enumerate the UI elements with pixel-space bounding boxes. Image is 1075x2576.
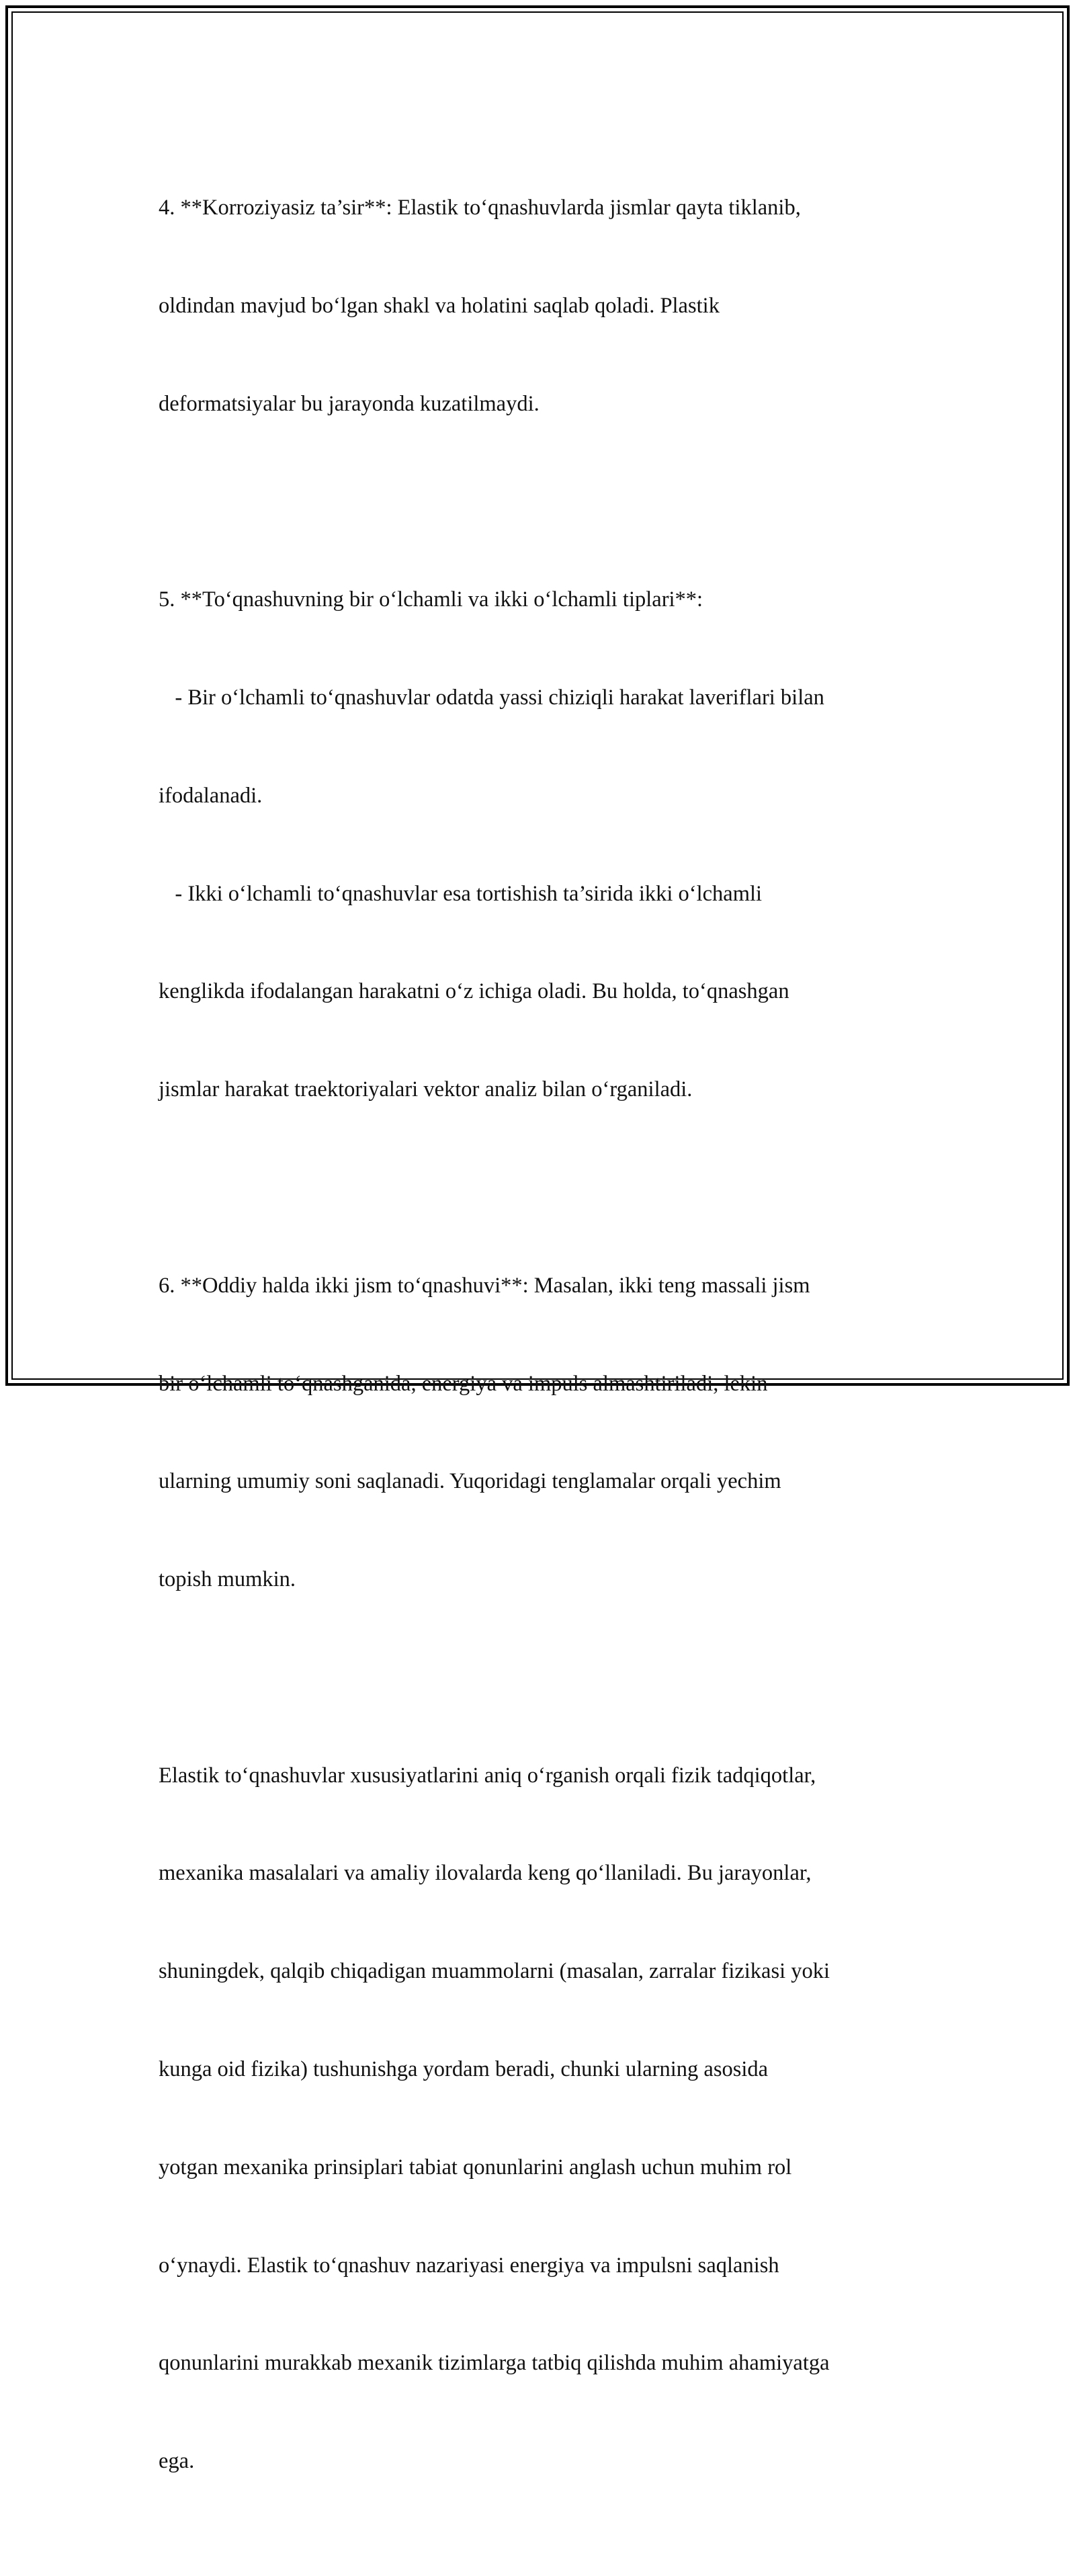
text-line: jismlar harakat traektoriyalari vektor analiz bilan o‘rganiladi. <box>159 1077 693 1102</box>
text-line: ega. <box>159 2449 195 2474</box>
document-body <box>159 126 924 2576</box>
text-line: qonunlarini murakkab mexanik tizimlarga tatbiq qilishda muhim ahamiyatga <box>159 2351 830 2376</box>
text-line: kunga oid fizika) tushunishga yordam beradi, chunki ularning asosida <box>159 2057 769 2082</box>
text-line: - Bir o‘lchamli to‘qnashuvlar odatda yassi chiziqli harakat laveriflari bilan <box>159 685 824 710</box>
text-line: Elastik to‘qnashuvlar xususiyatlarini aniq o‘rganish orqali fizik tadqiqotlar, <box>159 1763 816 1788</box>
paragraph-item-6 <box>159 1204 924 1661</box>
text-line: mexanika masalalari va amaliy ilovalarda keng qo‘llaniladi. Bu jarayonlar, <box>159 1861 812 1886</box>
text-line: ifodalanadi. <box>159 783 263 808</box>
paragraph-conclusion <box>159 1694 924 2543</box>
text-line: kenglikda ifodalangan harakatni o‘z ichiga oladi. Bu holda, to‘qnashgan <box>159 979 789 1004</box>
text-line: deformatsiyalar bu jarayonda kuzatilmaydi. <box>159 391 540 416</box>
text-line: - Ikki o‘lchamli to‘qnashuvlar esa tortishish ta’sirida ikki o‘lchamli <box>159 881 763 906</box>
text-line: ularning umumiy soni saqlanadi. Yuqoridagi tenglamalar orqali yechim <box>159 1469 781 1494</box>
text-line: bir o‘lchamli to‘qnashganida, energiya va impuls almashtiriladi, lekin <box>159 1371 768 1396</box>
text-line: oldindan mavjud bo‘lgan shakl va holatini saqlab qoladi. Plastik <box>159 293 720 318</box>
text-line: 4. **Korroziyasiz ta’sir**: Elastik to‘qnashuvlarda jismlar qayta tiklanib, <box>159 196 801 220</box>
text-line: yotgan mexanika prinsiplari tabiat qonunlarini anglash uchun muhim rol <box>159 2155 792 2179</box>
paragraph-item-5 <box>159 518 924 1171</box>
text-line: 6. **Oddiy halda ikki jism to‘qnashuvi**: Masalan, ikki teng massali jism <box>159 1273 810 1298</box>
text-line: o‘ynaydi. Elastik to‘qnashuv nazariyasi energiya va impulsni saqlanish <box>159 2253 779 2278</box>
text-line: topish mumkin. <box>159 1567 296 1592</box>
text-line: 5. **To‘qnashuvning bir o‘lchamli va ikki o‘lchamli tiplari**: <box>159 587 703 612</box>
paragraph-item-4 <box>159 126 924 486</box>
text-line: shuningdek, qalqib chiqadigan muammolarni (masalan, zarralar fizikasi yoki <box>159 1959 830 1984</box>
